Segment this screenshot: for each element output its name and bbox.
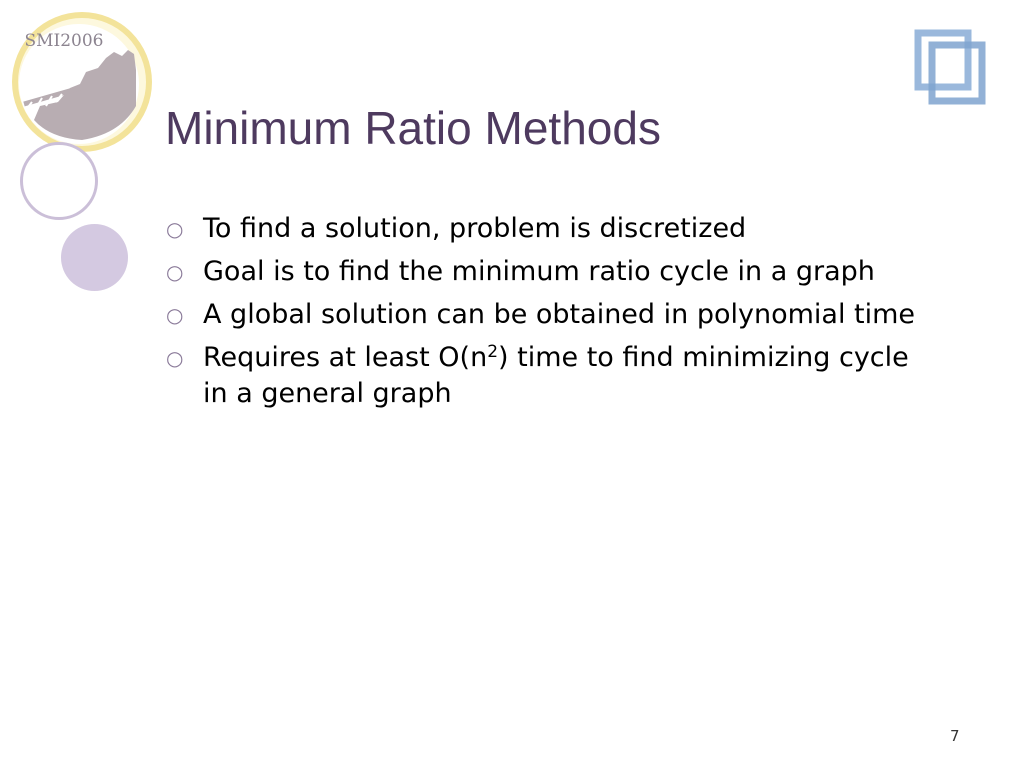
- smi2006-logo-icon: [10, 10, 154, 154]
- bullet-text-after: ) time to find minimizing cycle in a general graph: [203, 342, 909, 409]
- list-item: [166, 254, 926, 290]
- overlapping-squares-icon: [912, 27, 988, 107]
- list-item: [166, 340, 926, 412]
- hollow-circle-bullet-icon: ○: [166, 217, 184, 241]
- bullet-list: [166, 211, 926, 419]
- superscript: 2: [487, 342, 499, 362]
- page-number: 7: [950, 727, 960, 745]
- decorative-circle-filled: [61, 224, 128, 291]
- logo-text: SMI2006: [24, 31, 104, 51]
- slide-title: Minimum Ratio Methods: [165, 102, 661, 154]
- hollow-circle-bullet-icon: ○: [166, 303, 184, 327]
- hollow-circle-bullet-icon: ○: [166, 260, 184, 284]
- bullet-text: To find a solution, problem is discretized: [203, 213, 747, 244]
- bullet-text: Goal is to find the minimum ratio cycle in a graph: [203, 256, 875, 287]
- bullet-text-before: Requires at least O(n: [203, 342, 488, 373]
- hollow-circle-bullet-icon: ○: [166, 346, 184, 370]
- list-item: [166, 211, 926, 247]
- decorative-circle-outline: [20, 142, 98, 220]
- bullet-text: [203, 342, 909, 409]
- list-item: [166, 297, 926, 333]
- bullet-text: A global solution can be obtained in polynomial time: [203, 299, 916, 330]
